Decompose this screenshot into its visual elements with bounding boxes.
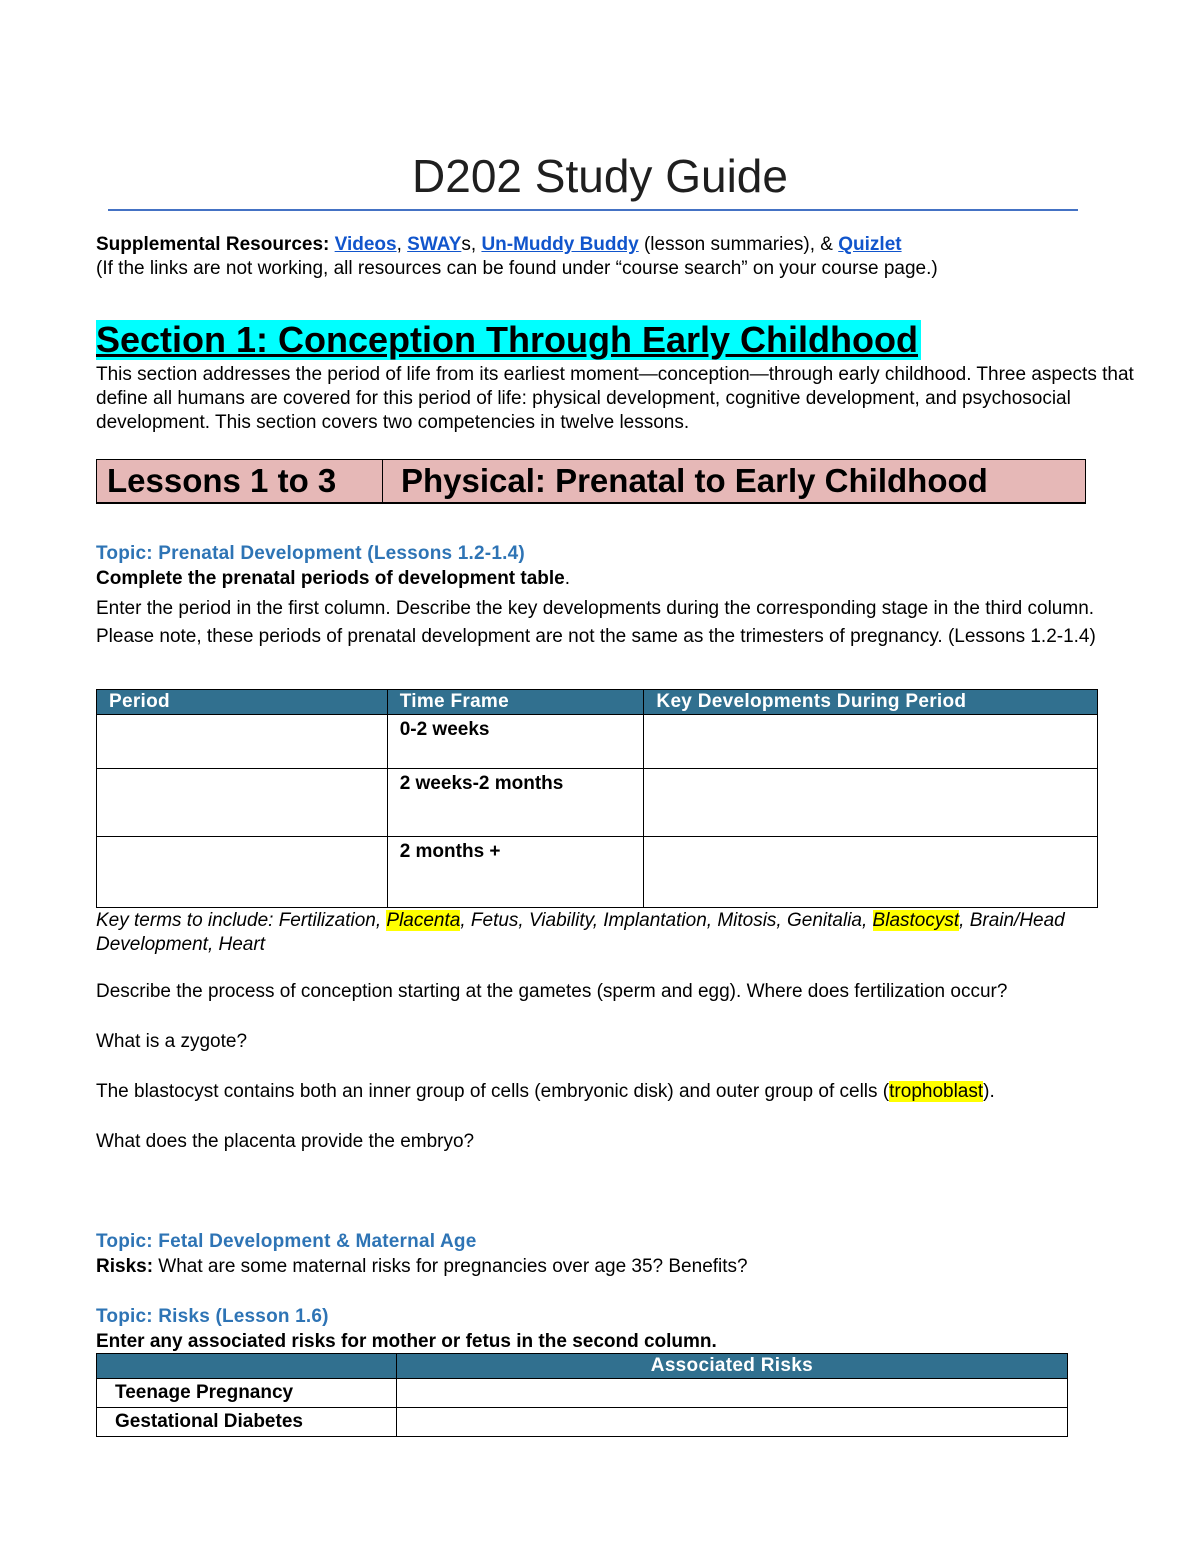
topic-prenatal: Topic: Prenatal Development (Lessons 1.2-1.4) [96,543,525,564]
key-terms-text: Key terms to include: Fertilization, [96,910,387,931]
un-muddy-buddy-link[interactable]: Un-Muddy Buddy [481,234,639,255]
key-terms [96,909,1106,957]
lessons-banner [96,459,1086,504]
key-terms-text: , Brain/Head Development, Heart [96,910,1065,955]
period-cell[interactable] [97,837,388,908]
document-title: D202 Study Guide [412,150,788,202]
instruction-period: . [564,568,571,589]
links-note: (If the links are not working, all resources can be found under “course search” on your course page.) [96,258,938,279]
risk-label-cell: Teenage Pregnancy [97,1379,397,1408]
title-underline [108,209,1078,211]
sway-link[interactable]: SWAY [407,234,462,255]
blastocyst-statement [96,1080,995,1104]
highlight-blastocyst: Blastocyst [872,910,960,931]
highlight-placenta: Placenta [386,910,461,931]
risks-label: Risks: [96,1256,154,1277]
key-developments-cell[interactable] [644,769,1098,837]
risks-table [96,1353,1068,1437]
table-row [97,837,1098,908]
question-placenta: What does the placenta provide the embryo? [96,1131,475,1152]
period-cell[interactable] [97,715,388,769]
topic-fetal: Topic: Fetal Development & Maternal Age [96,1231,477,1252]
table-row [97,769,1098,837]
prenatal-instruction [96,567,570,591]
time-frame-cell: 2 months + [387,837,644,908]
risk-label-cell: Gestational Diabetes [97,1408,397,1437]
prenatal-instructions: Enter the period in the first column. Describe the key developments during the corresponding stage in the third column. Please note, these periods of prenatal development are not the same as the trimesters of pregnancy. (Lessons 1.2-1.4) [96,598,1096,647]
topic-risks: Topic: Risks (Lesson 1.6) [96,1306,329,1327]
highlight-trophoblast: trophoblast [889,1081,984,1102]
question-conception: Describe the process of conception starting at the gametes (sperm and egg). Where does fertilization occur? [96,981,1008,1002]
section-description: This section addresses the period of life from its earliest moment—conception—through early childhood. Three aspects that define all humans are covered for this period of life: physical development, cognitive development, and psychosocial development. This section covers two competencies in twelve lessons. [96,364,1134,433]
supplemental-resources [96,233,902,257]
risk-value-cell[interactable] [396,1408,1067,1437]
key-developments-cell[interactable] [644,715,1098,769]
header-time-frame: Time Frame [387,690,644,715]
table-row [97,715,1098,769]
header-blank [97,1354,397,1379]
header-associated-risks: Associated Risks [396,1354,1067,1379]
lessons-topic: Physical: Prenatal to Early Childhood [401,462,988,499]
summaries-text: (lesson summaries), & [638,234,839,255]
key-developments-cell[interactable] [644,837,1098,908]
key-terms-text: , Fetus, Viability, Implantation, Mitosis, Genitalia, [460,910,873,931]
prenatal-instruction-bold: Complete the prenatal periods of development table [96,568,565,589]
header-period: Period [97,690,388,715]
time-frame-cell: 2 weeks-2 months [387,769,644,837]
separator: , [396,234,408,255]
period-cell[interactable] [97,769,388,837]
risk-value-cell[interactable] [396,1379,1067,1408]
risks-text: What are some maternal risks for pregnancies over age 35? Benefits? [153,1256,748,1277]
blastocyst-end: ). [983,1081,995,1102]
time-frame-cell: 0-2 weeks [387,715,644,769]
table-row [97,1379,1068,1408]
table-header-row [97,1354,1068,1379]
blastocyst-text: The blastocyst contains both an inner group of cells (embryonic disk) and outer group of cells ( [96,1081,890,1102]
table-header-row [97,690,1098,715]
videos-link[interactable]: Videos [334,234,397,255]
risks-question [96,1255,748,1279]
sways-suffix: s, [461,234,482,255]
table-row [97,1408,1068,1437]
risks-instruction: Enter any associated risks for mother or fetus in the second column. [96,1331,717,1352]
prenatal-periods-table [96,689,1098,908]
question-zygote: What is a zygote? [96,1031,248,1052]
supplemental-label: Supplemental Resources: [96,234,330,255]
quizlet-link[interactable]: Quizlet [838,234,902,255]
header-key-developments: Key Developments During Period [644,690,1098,715]
lessons-range: Lessons 1 to 3 [97,460,383,502]
section-heading: Section 1: Conception Through Early Childhood [96,320,921,360]
